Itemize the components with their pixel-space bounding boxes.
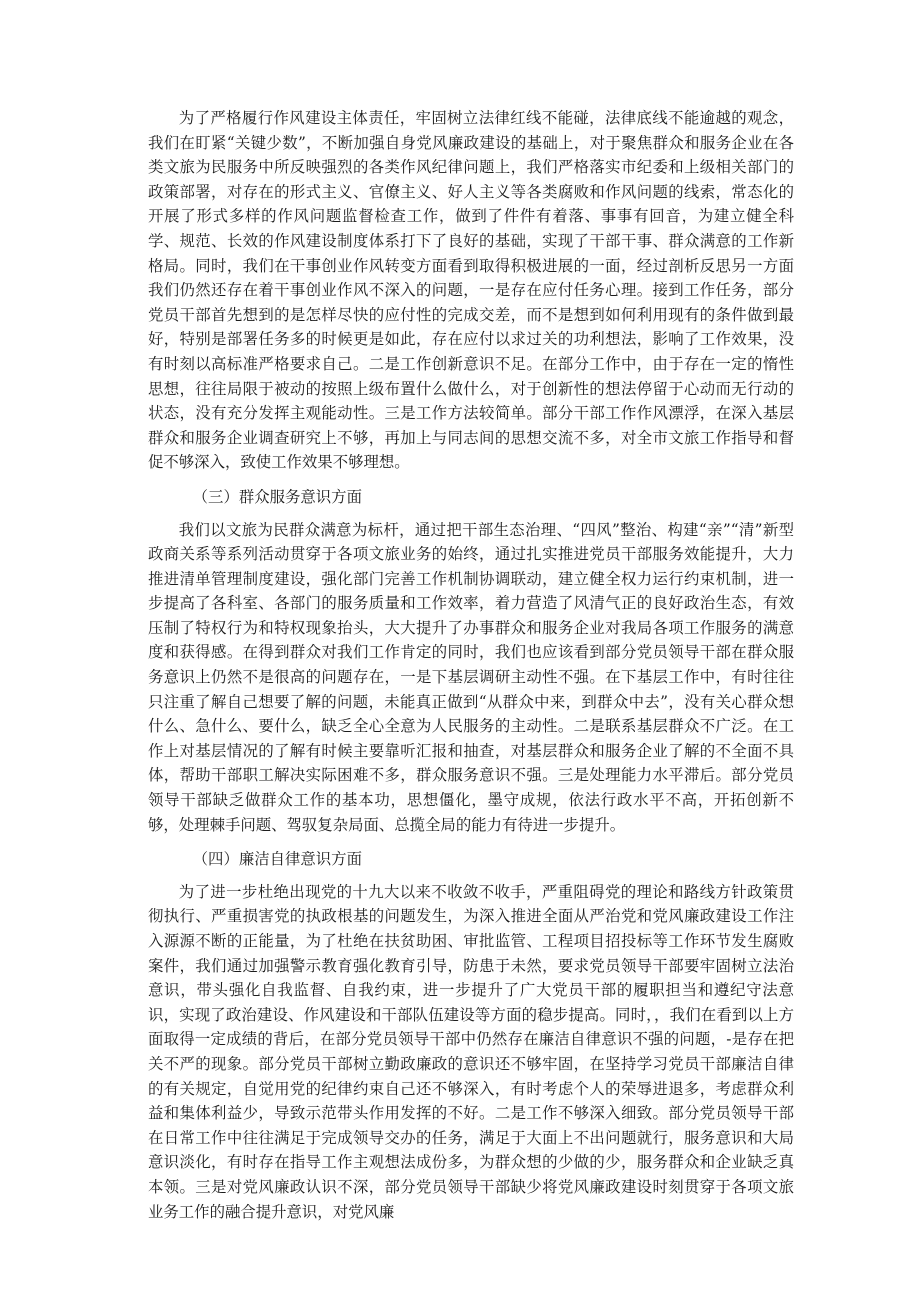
section-heading-mass-service-text: （三）群众服务意识方面	[192, 487, 362, 506]
section-heading-integrity-text: （四）廉洁自律意识方面	[192, 850, 362, 869]
paragraph-work-style: 为了严格履行作风建设主体责任，牢固树立法律红线不能碰，法律底线不能逾越的观念，我们在盯紧“关键少数”，不断加强自身党风廉政建设的基础上，对于聚焦群众和服务企业在各类文旅为民服务中所反映强烈的各类作风纪律问题上，我们严格落实市纪委和上级相关部门的政策部署，对存在的形式主义、官僚主义、好人主义等各类腐败和作风问题的线索，常态化的开展了形式多样的作风问题监督检查工作，做到了件件有着落、事事有回音，为建立健全科学、规范、长效的作风建设制度体系打下了良好的基础，实现了干部干事、群众满意的工作新格局。同时，我们在干事创业作风转变方面看到取得积极进展的一面，经过剖析反思另一方面我们仍然还存在着干事创业作风不深入的问题，一是存在应付任务心理。接到工作任务，部分党员干部首先想到的是怎样尽快的应付性的完成交差，而不是想到如何利用现有的条件做到最好，特别是部署任务多的时候更是如此，存在应付以求过关的功利想法，影响了工作效果，没有时刻以高标准严格要求自己。二是工作创新意识不足。在部分工作中，由于存在一定的惰性思想，往往局限于被动的按照上级布置什么做什么，对于创新性的想法停留于心动而无行动的状态，没有充分发挥主观能动性。三是工作方法较简单。部分干部工作作风漂浮，在深入基层群众和服务企业调查研究上不够，再加上与同志间的思想交流不多，对全市文旅工作指导和督促不够深入，致使工作效果不够理想。	[148, 109, 794, 472]
document-body	[148, 106, 794, 1224]
paragraph-integrity: 为了进一步杜绝出现党的十九大以来不收敛不收手，严重阻碍党的理论和路线方针政策贯彻执行、严重损害党的执政根基的问题发生，为深入推进全面从严治党和党风廉政建设工作注入源源不断的正能量，为了杜绝在扶贫助困、审批监管、工程项目招投标等工作环节发生腐败案件，我们通过加强警示教育强化教育引导，防患于未然，要求党员领导干部要牢固树立法治意识，带头强化自我监督、自我约束，进一步提升了广大党员干部的履职担当和遵纪守法意识，实现了政治建设、作风建设和干部队伍建设等方面的稳步提高。同时，，我们在看到以上方面取得一定成绩的背后，在部分党员领导干部中仍然存在廉洁自律意识不强的问题，-是存在把关不严的现象。部分党员干部树立勤政廉政的意识还不够牢固，在坚持学习党员干部廉洁自律的有关规定，自觉用党的纪律约束自己还不够深入，有时考虑个人的荣辱进退多，考虑群众利益和集体利益少，导致示范带头作用发挥的不好。二是工作不够深入细致。部分党员领导干部在日常工作中往往满足于完成领导交办的任务，满足于大面上不出问题就行，服务意识和大局意识淡化，有时存在指导工作主观想法成份多，为群众想的少做的少，服务群众和企业缺乏真本领。三是对党风廉政认识不深，部分党员领导干部缺少将党风廉政建设时刻贯穿于各项文旅业务工作的融合提升意识，对党风廉	[148, 882, 794, 1221]
section-heading-mass-service	[148, 485, 794, 510]
paragraph-mass-service: 我们以文旅为民群众满意为标杆，通过把干部生态治理、“四风”整治、构建“亲”“清”新型政商关系等系列活动贯穿于各项文旅业务的始终，通过扎实推进党员干部服务效能提升，大力推进清单管理制度建设，强化部门完善工作机制协调联动，建立健全权力运行约束机制，进一步提高了各科室、各部门的服务质量和工作效率，着力营造了风清气正的良好政治生态，有效压制了特权行为和特权现象抬头，大大提升了办事群众和服务企业对我局各项工作服务的满意度和获得感。在得到群众对我们工作肯定的同时，我们也应该看到部分党员领导干部在群众服务意识上仍然不是很高的问题存在，一是下基层调研主动性不强。在下基层工作中，有时往往只注重了解自己想要了解的问题，未能真正做到“从群众中来，到群众中去”，没有关心群众想什么、急什么、要什么，缺乏全心全意为人民服务的主动性。二是联系基层群众不广泛。在工作上对基层情况的了解有时候主要靠听汇报和抽查，对基层群众和服务企业了解的不全面不具体，帮助干部职工解决实际困难不多，群众服务意识不强。三是处理能力水平滞后。部分党员领导干部缺乏做群众工作的基本功，思想僵化，墨守成规，依法行政水平不高，开拓创新不够，处理棘手问题、驾驭复杂局面、总揽全局的能力有待进一步提升。	[148, 520, 794, 834]
section-heading-integrity	[148, 847, 794, 872]
